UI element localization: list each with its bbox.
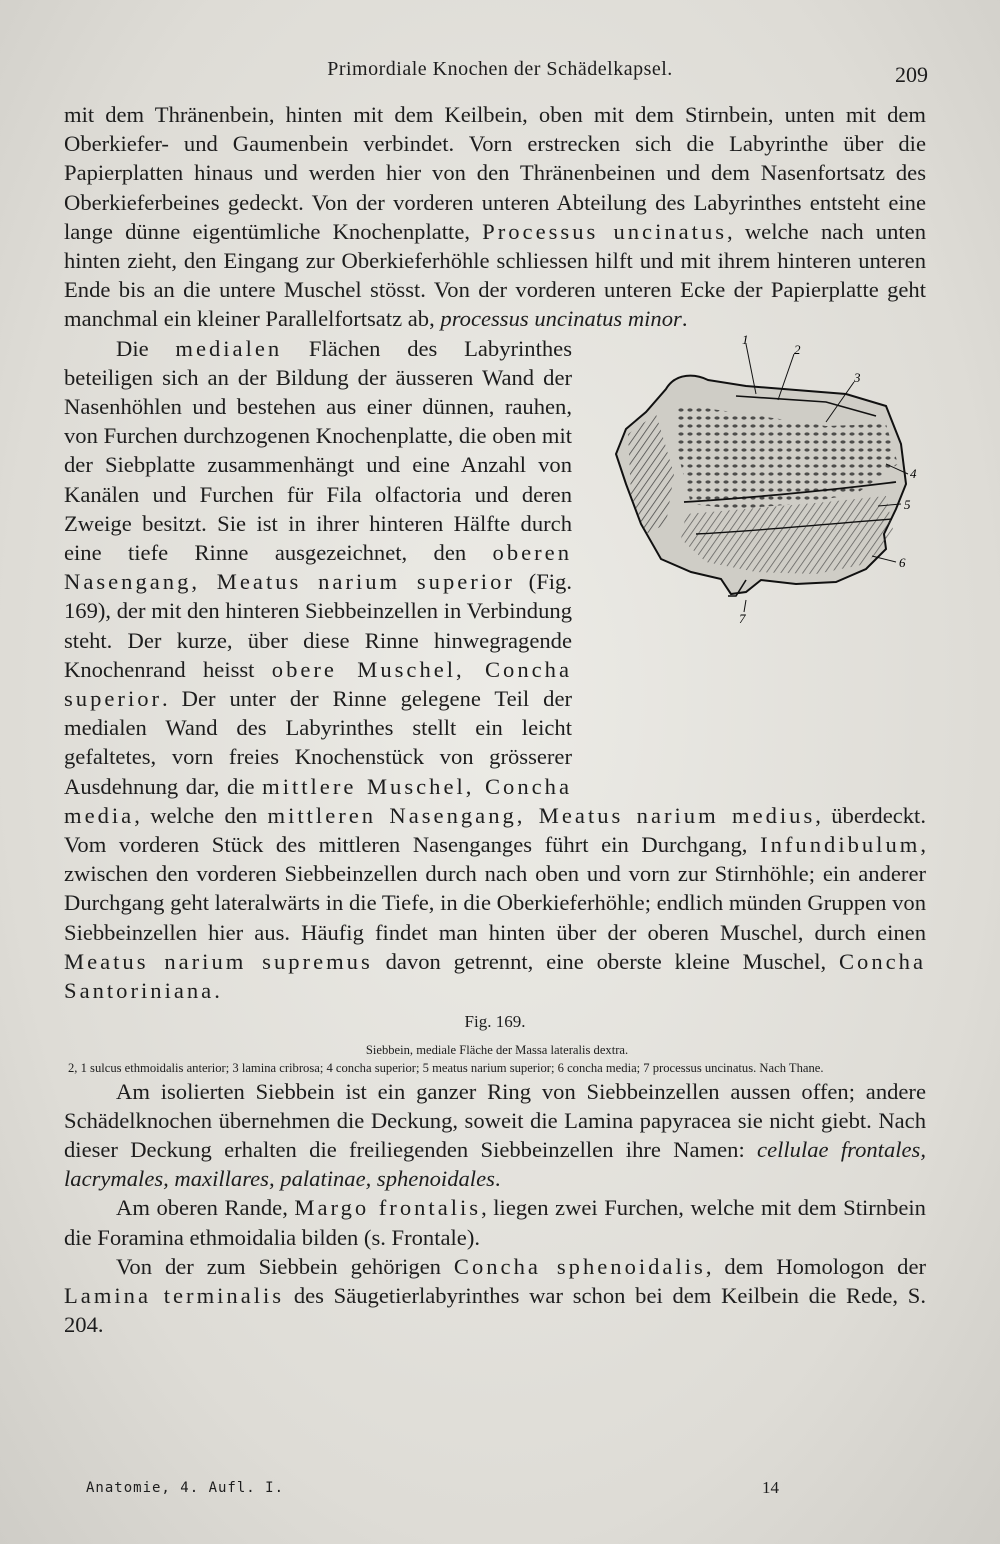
text-run: , dem Homologon der <box>705 1253 926 1279</box>
text-run: . <box>681 306 688 332</box>
page-number: 209 <box>895 62 928 87</box>
callout-7: 7 <box>739 610 746 624</box>
text-run: des Säugetierlabyrinthes war schon bei dem Keilbein die Rede, S. 204. <box>64 1282 926 1338</box>
text-run: Von der zum Siebbein gehörigen <box>116 1253 454 1279</box>
paragraph <box>64 100 926 334</box>
spaced-term: obere Muschel, Concha superior <box>64 656 573 712</box>
footer-sheet-number: 14 <box>762 1478 779 1497</box>
text-run: . Der unter der Rinne gelegene Teil der medialen Wand des Labyrinthes stellt ein leicht gefaltetes, vorn freies Knochenstück von grösserer Ausdehnung dar, die <box>64 686 572 799</box>
figure-169 <box>586 334 926 786</box>
text-run: . <box>494 1166 501 1192</box>
spaced-term: Infundibulum <box>760 832 921 858</box>
spaced-term: oberen Nasengang, Meatus narium superior <box>64 540 572 595</box>
text-run: Am isolierten Siebbein ist ein ganzer Ring von Siebbeinzellen aussen offen; andere Schädelknochen übernehmen die Deckung, soweit die Lamina papyracea sie nicht giebt. Nach dieser Deckung erhalten die freiliegenden Siebbeinzellen ihre Namen: <box>64 1078 926 1162</box>
text-run: mit dem Thränenbein, hinten mit dem Keilbein, oben mit dem Stirnbein, unten mit dem Oberkiefer- und Gaumenbein verbindet. Vorn erstrecken sich die Labyrinthe über die Papierplatten hinaus und werden hier von den Thränenbeinen und dem Nasenfortsatz des Oberkieferbeines gedeckt. Von der vorderen unteren Abteilung des Labyrinthes entsteht eine lange dünne eigentümliche Knochenplatte, <box>64 102 926 244</box>
callout-5: 5 <box>904 496 911 512</box>
spaced-term: Meatus narium supremus <box>64 948 373 974</box>
callout-3: 3 <box>854 369 861 385</box>
spaced-term: mittleren Nasengang, Meatus narium medius <box>267 802 816 828</box>
text-run: , überdeckt. Vom vorderen Stück des mittleren Nasenganges führt ein Durchgang, <box>64 802 926 858</box>
figure-label: Fig. 169. <box>464 1012 526 1032</box>
text-run: (Fig. 169), der mit den hinteren Siebbeinzellen in Verbindung steht. Der kurze, über diese Rinne hinwegragende Knochenrand heisst <box>64 569 572 682</box>
body-text <box>64 100 926 1339</box>
spaced-term: Concha sphenoidalis <box>453 1253 706 1279</box>
running-title: Primordiale Knochen der Schädelkapsel. <box>327 58 673 80</box>
text-run: Die <box>116 335 176 361</box>
spaced-term: Margo frontalis <box>294 1195 482 1221</box>
text-run: , welche den <box>134 802 268 828</box>
spaced-term: mittlere Muschel, Concha media <box>64 773 572 828</box>
spaced-term: Processus uncinatus <box>482 218 728 244</box>
text-run: Flächen des Labyrinthes beteiligen sich an der Bildung der äusseren Wand der Nasenhöhlen und bestehen aus einer dünnen, rauhen, von Furchen durchzogenen Knochenplatte, die oben mit der Siebplatte zusammenhängt und eine Anzahl von Kanälen und Furchen für Fila olfactoria und deren Zweige besitzt. Sie ist in ihrer hinteren Hälfte durch eine tiefe Rinne ausgezeichnet, den <box>64 335 572 566</box>
text-run: Am oberen Rande, <box>116 1195 295 1221</box>
figure-caption-title: Siebbein, mediale Fläche der Massa lateralis dextra. <box>365 1042 629 1057</box>
text-run: , welche nach unten hinten zieht, den Eingang zur Oberkieferhöhle schliessen hilft und mit ihrem hinteren unteren Ende bis an die untere Muschel stösst. Von der vorderen unteren Ecke der Papierplatte geht manchmal ein kleiner Parallelfortsatz ab, <box>64 218 926 332</box>
callout-1: 1 <box>742 333 749 347</box>
text-run: . <box>214 978 220 1004</box>
ethmoid-bone-illustration <box>596 334 926 624</box>
spaced-term: Lamina terminalis <box>64 1282 285 1308</box>
footer-signature: Anatomie, 4. Aufl. I. <box>86 1480 285 1496</box>
callout-2: 2 <box>794 341 801 357</box>
figure-caption <box>64 1041 926 1077</box>
paragraph <box>64 1077 926 1194</box>
paragraph <box>64 334 926 1006</box>
spaced-term: medialen <box>175 335 283 361</box>
text-run: davon getrennt, eine oberste kleine Muschel, <box>372 948 839 974</box>
italic-term: cellulae frontales, lacrymales, maxillares, palatinae, sphenoidales <box>64 1136 926 1192</box>
paragraph <box>64 1252 926 1340</box>
callout-6: 6 <box>899 554 906 570</box>
paragraph <box>64 1193 926 1251</box>
text-run: , liegen zwei Furchen, welche mit dem Stirnbein die Foramina ethmoidalia bilden (s. Frontale). <box>64 1195 926 1250</box>
text-run: , zwischen den vorderen Siebbeinzellen durch nach oben und vorn zur Stirnhöhle; ein anderer Durchgang geht lateralwärts in die Tiefe, in die Oberkieferhöhle; endlich münden Gruppen von Siebbeinzellen hier aus. Häufig findet man hinten über der oberen Muschel, durch einen <box>64 832 926 945</box>
figure-caption-legend: 2, 1 sulcus ethmoidalis anterior; 3 lamina cribrosa; 4 concha superior; 5 meatus narium superior; 6 concha media; 7 processus uncinatus. Nach Thane. <box>68 1060 824 1075</box>
callout-4: 4 <box>910 465 917 481</box>
spaced-term: Concha Santoriniana <box>64 948 926 1004</box>
italic-term: processus uncinatus minor <box>440 306 682 332</box>
